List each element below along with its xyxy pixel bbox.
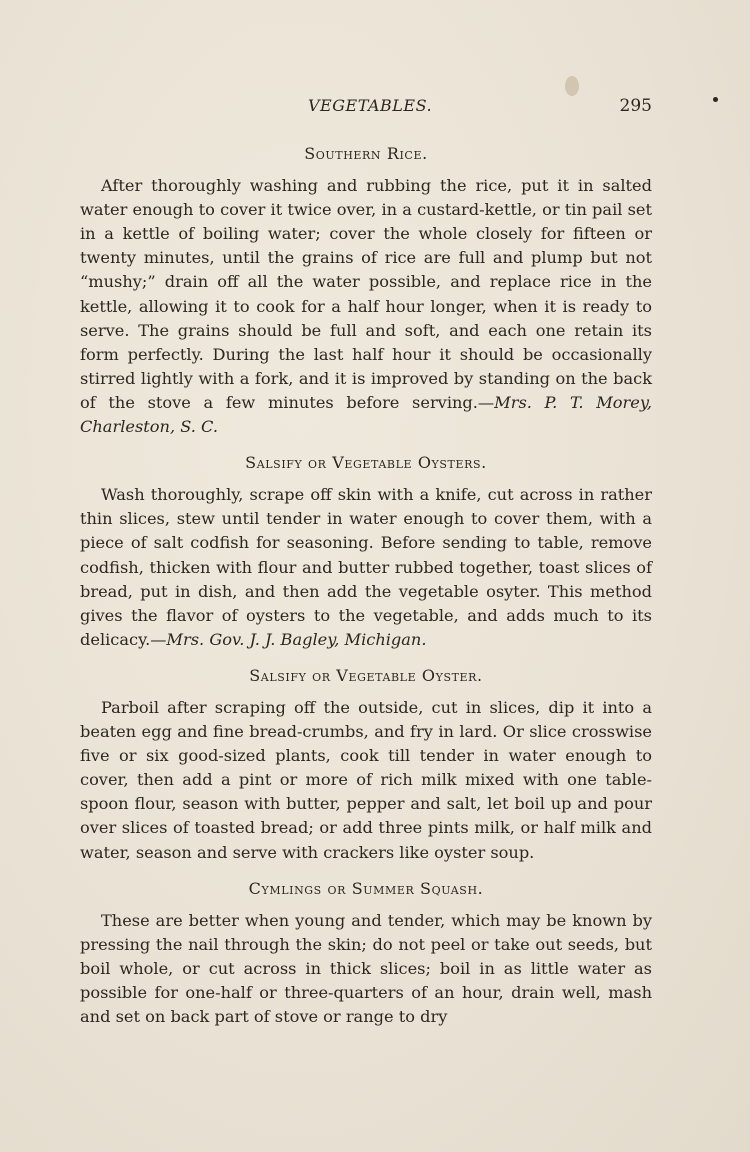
paper-stain [565,76,579,96]
page-header [80,96,652,120]
recipe-title: Cymlings or Summer Squash. [248,878,484,898]
recipe-title: Salsify or Vegetable Oyster. [249,665,483,685]
recipe-text: After thoroughly washing and rubbing the rice, put it in salted water enough to cover it twice over, in a custard-kettle, or tin pail set in a kettle of boiling water; cover the whole closely for fifteen or twenty minutes, until the grains of rice are full and plump but not “mushy;” drain off all the water possible, and replace rice in the kettle, allowing it to cook for a half hour longer, when it is ready to serve. The grains should be full and soft, and each one retain its form perfectly. During the last half hour it should be occasionally stirred lightly with a fork, and it is improved by standing on the back of the stove a few minutes before serving.— [80,176,652,412]
recipe-title: Southern Rice. [304,144,428,163]
ink-dot [713,97,718,102]
recipe-paragraph [80,174,652,439]
recipe-text: These are better when young and tender, which may be known by pressing the nail through the skin; do not peel or take out seeds, but boil whole, or cut across in thick slices; boil in as little water as possible for one-half or three-quarters of an hour, drain well, mash and set on back part of stove or range to dry [80,910,652,1027]
running-title: VEGETABLES. [308,96,433,115]
recipe-paragraph [80,909,652,1029]
recipe-attribution: Mrs. Gov. J. J. Bagley, Michigan. [166,629,427,649]
recipe-title: Salsify or Vegetable Oysters. [245,453,487,473]
recipe-text: Parboil after scraping off the outside, cut in slices, dip it into a beaten egg and fine bread-crumbs, and fry in lard. Or slice crosswise five or six good-sized plants, cook till tender in water enough to cover, then add a pint or more of rich milk mixed with one table-spoon flour, season with butter, pepper and salt, let boil up and pour over slices of toasted bread; or add three pints milk, or half milk and water, season and serve with crackers like oyster soup. [80,697,652,862]
page-number: 295 [619,96,652,116]
page-body [80,142,652,1029]
recipe-paragraph [80,696,652,865]
recipe-text: Wash thoroughly, scrape off skin with a knife, cut across in rather thin slices, stew until tender in water enough to cover them, with a piece of salt codfish for seasoning. Before sending to table, remove codfish, thicken with flour and butter rubbed together, toast slices of bread, put in dish, and then add the vegetable osyter. This method gives the flavor of oysters to the vegetable, and adds much to its delicacy.— [80,485,652,649]
recipe-paragraph [80,483,652,652]
recipe-attribution: Mrs. P. T. Morey, Charleston, S. C. [80,392,652,437]
